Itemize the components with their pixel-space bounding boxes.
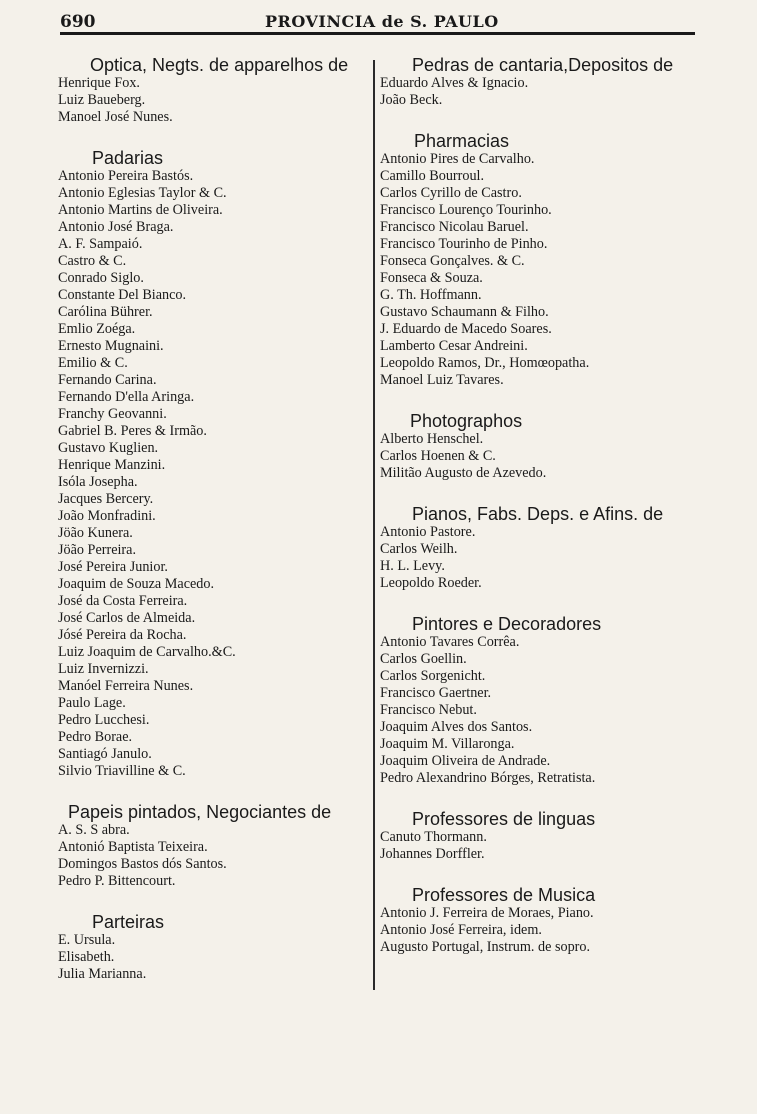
list-item: Carlos Sorgenicht. xyxy=(380,668,486,684)
list-item: Domingos Bastos dós Santos. xyxy=(58,856,227,872)
list-item: Carólina Bührer. xyxy=(58,304,153,320)
list-item: Carlos Hoenen & C. xyxy=(380,448,496,464)
list-item: Luiz Baueberg. xyxy=(58,92,146,108)
list-item: Carlos Weilh. xyxy=(380,541,458,557)
list-item: Isóla Josepha. xyxy=(58,474,138,490)
list-item: Jöão Perreira. xyxy=(58,542,136,558)
list-item: Emilio & C. xyxy=(58,355,128,371)
list-item: Leopoldo Roeder. xyxy=(380,575,482,591)
list-item: Leopoldo Ramos, Dr., Homœopatha. xyxy=(380,355,590,371)
list-item: G. Th. Hoffmann. xyxy=(380,287,482,303)
list-item: Jósé Pereira da Rocha. xyxy=(58,627,187,643)
list-item: Antonio Pires de Carvalho. xyxy=(380,151,535,167)
list-item: Antonio José Braga. xyxy=(58,219,174,235)
list-item: Silvio Triavilline & C. xyxy=(58,763,186,779)
list-item: João Monfradini. xyxy=(58,508,156,524)
list-item: J. Eduardo de Macedo Soares. xyxy=(380,321,552,337)
list-item: José Pereira Junior. xyxy=(58,559,168,575)
list-item: Gabriel B. Peres & Irmão. xyxy=(58,423,207,439)
list-item: Francisco Nebut. xyxy=(380,702,477,718)
section-gap xyxy=(58,126,374,148)
list-item: Antonio Pereira Bastós. xyxy=(58,168,194,184)
section-heading: Photographos xyxy=(410,411,523,431)
list-item: Constante Del Bianco. xyxy=(58,287,187,303)
list-item: Fonseca Gonçalves. & C. xyxy=(380,253,525,269)
list-item: Henrique Fox. xyxy=(58,75,140,91)
section-professores-linguas xyxy=(380,809,700,863)
list-item: Antonio Eglesias Taylor & C. xyxy=(58,185,227,201)
list-item: Canuto Thormann. xyxy=(380,829,487,845)
section-heading: Pintores e Decoradores xyxy=(412,614,602,634)
list-item: Manoel Luiz Tavares. xyxy=(380,372,504,388)
list-item: Joaquim M. Villaronga. xyxy=(380,736,515,752)
list-item: H. L. Levy. xyxy=(380,558,445,574)
list-item: Lamberto Cesar Andreini. xyxy=(380,338,528,354)
list-item: José da Costa Ferreira. xyxy=(58,593,188,609)
list-item: Militão Augusto de Azevedo. xyxy=(380,465,547,481)
list-item: Francisco Nicolau Baruel. xyxy=(380,219,529,235)
section-heading: Papeis pintados, Negociantes de xyxy=(68,802,332,822)
list-item: Pedro Alexandrino Bórges, Retratista. xyxy=(380,770,596,786)
list-item: Joaquim Alves dos Santos. xyxy=(380,719,533,735)
running-head: PROVINCIA de S. PAULO xyxy=(265,12,499,31)
list-item: Conrado Siglo. xyxy=(58,270,144,286)
list-item: Antonio J. Ferreira de Moraes, Piano. xyxy=(380,905,594,921)
list-item: Francisco Tourinho de Pinho. xyxy=(380,236,548,252)
left-column xyxy=(58,55,374,983)
section-professores-musica xyxy=(380,885,700,956)
section-heading: Pharmacias xyxy=(414,131,510,151)
list-item: Manoel José Nunes. xyxy=(58,109,173,125)
list-item: Antonió Baptista Teixeira. xyxy=(58,839,208,855)
list-item: Luiz Joaquim de Carvalho.&C. xyxy=(58,644,236,660)
list-item: Fernando D'ella Aringa. xyxy=(58,389,195,405)
list-item: Manóel Ferreira Nunes. xyxy=(58,678,194,694)
section-gap xyxy=(380,863,700,885)
list-item: Jöão Kunera. xyxy=(58,525,133,541)
list-item: Eduardo Alves & Ignacio. xyxy=(380,75,529,91)
list-item: Pedro Lucchesi. xyxy=(58,712,150,728)
section-photographos xyxy=(380,411,700,482)
list-item: Francisco Lourenço Tourinho. xyxy=(380,202,552,218)
section-heading: Parteiras xyxy=(92,912,165,932)
section-gap xyxy=(380,592,700,614)
list-item: Jacques Bercery. xyxy=(58,491,154,507)
list-item: Fernando Carina. xyxy=(58,372,157,388)
list-item: Santiagó Janulo. xyxy=(58,746,152,762)
section-gap xyxy=(380,482,700,504)
list-item: José Carlos de Almeida. xyxy=(58,610,196,626)
list-item: A. S. S abra. xyxy=(58,822,130,838)
list-item: João Beck. xyxy=(380,92,443,108)
section-heading: Professores de Musica xyxy=(412,885,596,905)
section-heading: Optica, Negts. de apparelhos de xyxy=(90,55,349,75)
section-heading: Pedras de cantaria,Depositos de xyxy=(412,55,674,75)
list-item: Luiz Invernizzi. xyxy=(58,661,149,677)
right-column xyxy=(380,55,700,956)
section-gap xyxy=(380,109,700,131)
section-heading: Pianos, Fabs. Deps. e Afins. de xyxy=(412,504,664,524)
section-pintores xyxy=(380,614,700,787)
list-item: Joaquim Oliveira de Andrade. xyxy=(380,753,551,769)
list-item: Antonio Tavares Corrêa. xyxy=(380,634,520,650)
list-item: Julia Marianna. xyxy=(58,966,147,982)
list-item: Pedro P. Bittencourt. xyxy=(58,873,176,889)
list-item: Gustavo Kuglien. xyxy=(58,440,159,456)
list-item: Antonio José Ferreira, idem. xyxy=(380,922,542,938)
section-padarias xyxy=(58,148,374,780)
list-item: Franchy Geovanni. xyxy=(58,406,167,422)
list-item: Francisco Gaertner. xyxy=(380,685,492,701)
section-gap xyxy=(58,890,374,912)
list-item: Paulo Lage. xyxy=(58,695,126,711)
list-item: Augusto Portugal, Instrum. de sopro. xyxy=(380,939,591,955)
header-rule xyxy=(60,32,695,35)
list-item: Joaquim de Souza Macedo. xyxy=(58,576,215,592)
page-number: 690 xyxy=(60,12,96,32)
list-item: E. Ursula. xyxy=(58,932,116,948)
list-item: Johannes Dorffler. xyxy=(380,846,485,862)
list-item: Gustavo Schaumann & Filho. xyxy=(380,304,549,320)
section-gap xyxy=(380,787,700,809)
section-pianos xyxy=(380,504,700,592)
list-item: Camillo Bourroul. xyxy=(380,168,485,184)
list-item: Elisabeth. xyxy=(58,949,115,965)
list-item: Alberto Henschel. xyxy=(380,431,484,447)
list-item: Fonseca & Souza. xyxy=(380,270,483,286)
section-optica xyxy=(58,55,374,126)
section-pedras-cantaria xyxy=(380,55,700,109)
section-pharmacias xyxy=(380,131,700,389)
list-item: Antonio Martins de Oliveira. xyxy=(58,202,223,218)
list-item: Pedro Borae. xyxy=(58,729,133,745)
section-heading: Professores de linguas xyxy=(412,809,596,829)
list-item: Carlos Cyrillo de Castro. xyxy=(380,185,522,201)
section-heading: Padarias xyxy=(92,148,164,168)
list-item: Carlos Goellin. xyxy=(380,651,467,667)
section-parteiras xyxy=(58,912,374,983)
list-item: Ernesto Mugnaini. xyxy=(58,338,164,354)
list-item: Antonio Pastore. xyxy=(380,524,476,540)
section-papeis-pintados xyxy=(58,802,374,890)
section-gap xyxy=(380,389,700,411)
list-item: Castro & C. xyxy=(58,253,127,269)
list-item: Emlio Zoéga. xyxy=(58,321,136,337)
section-gap xyxy=(58,780,374,802)
list-item: A. F. Sampaió. xyxy=(58,236,143,252)
list-item: Henrique Manzini. xyxy=(58,457,166,473)
